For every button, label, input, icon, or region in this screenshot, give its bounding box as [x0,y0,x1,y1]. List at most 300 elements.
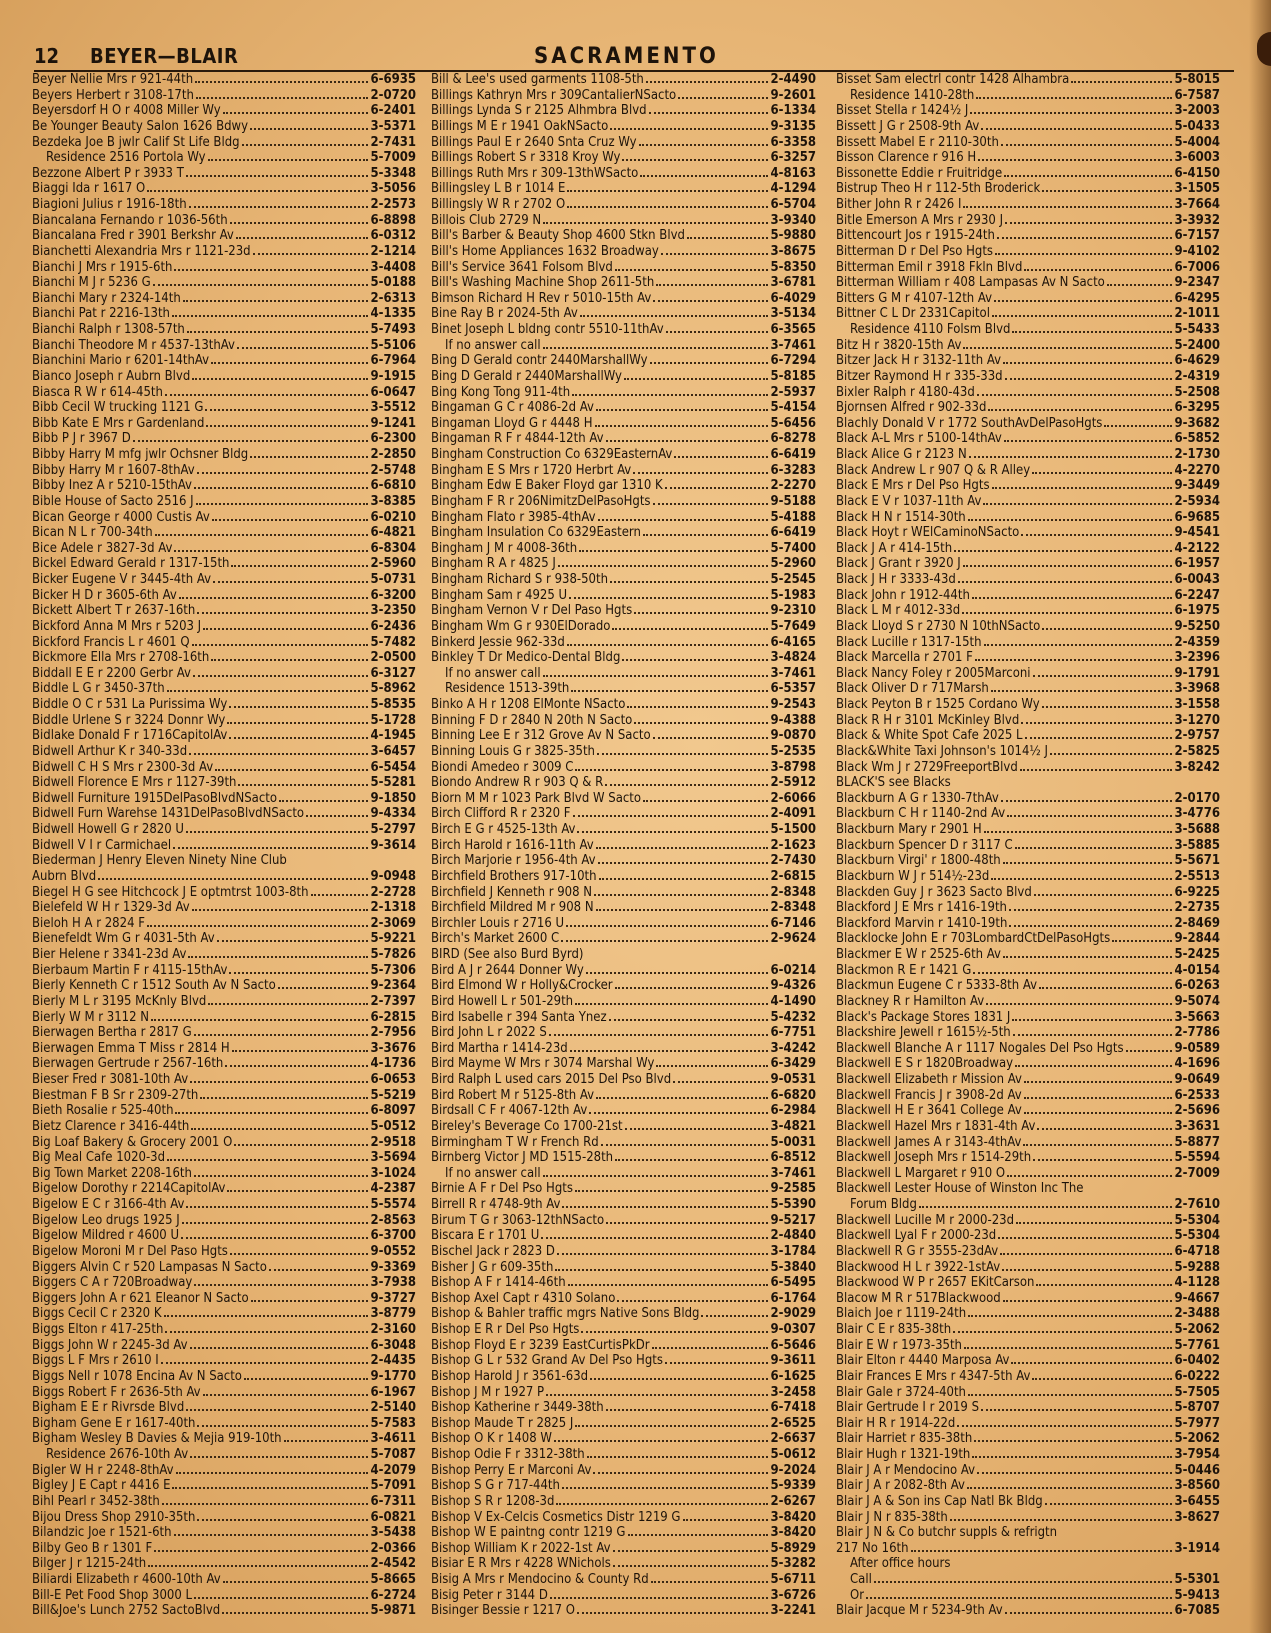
leader-dots [1005,221,1172,224]
listing-name: Bingham Construction Co 6329EasternAv [431,448,673,461]
leader-dots [1003,1299,1173,1302]
listing-entry [836,276,1220,289]
leader-dots [208,158,369,161]
leader-dots [593,1471,768,1474]
listing-entry [431,307,816,320]
leader-dots [1042,189,1172,192]
listing-name: Blackburn C H r 1140-2nd Av [836,807,1006,821]
listing-entry [431,620,816,633]
listing-entry [431,1573,816,1586]
leader-dots [162,1502,369,1505]
listing-entry [836,1557,1220,1570]
listing-name: Black Peyton B r 1525 Cordano Wy [836,698,1040,711]
leader-dots [1007,814,1172,817]
leader-dots [211,361,368,364]
phone-number: 5-9339 [770,1479,816,1493]
leader-dots [627,705,768,708]
leader-dots [230,221,369,224]
phone-number: 2-8348 [770,901,816,915]
listing-name: Bibb Kate E Mrs r Gardenland [32,416,205,430]
phone-number: 6-6419 [770,448,816,461]
listing-entry [431,792,816,805]
phone-number: 3-1024 [370,1166,416,1180]
phone-number: 3-8242 [1174,760,1220,774]
leader-dots [976,96,1172,99]
listing-name: Blackwell H E r 3641 College Av [836,1104,1022,1118]
listing-name: Big Meal Cafe 1020-3d [32,1151,166,1165]
leader-dots [197,611,368,614]
phone-number: 6-1764 [770,1291,816,1305]
listing-entry [431,323,816,336]
listing-name: Biestman F B Sr r 2309-27th [32,1088,199,1102]
listing-entry [836,854,1220,867]
listing-entry [836,432,1220,445]
listing-name: Blackwell James A r 3143-4thAv [836,1135,1022,1149]
phone-number: 5-5574 [370,1198,416,1211]
phone-number: 3-7461 [770,1166,816,1180]
listing-name: Biddle O C r 531 La Purissima Wy [32,698,228,711]
listing-name: Bingham Insulation Co 6329Eastern [431,526,641,540]
phone-number: 5-8877 [1174,1135,1220,1149]
phone-number: 6-1967 [370,1385,416,1399]
listing-name: Black's Package Stores 1831 J [836,1010,1011,1024]
listing-entry [32,198,416,211]
phone-number: 3-3932 [1174,213,1220,227]
phone-number: 2-4435 [370,1354,416,1368]
listing-entry [32,1339,416,1352]
leader-dots [1039,986,1172,989]
listing-name: Blair Gale r 3724-40th [836,1385,966,1399]
phone-number: 5-4232 [770,1010,816,1024]
listing-column-2 [431,73,816,1618]
leader-dots [988,408,1172,411]
leader-dots [968,1314,1172,1317]
phone-number: 4-2387 [370,1182,416,1196]
phone-number: 5-2062 [1174,1323,1220,1336]
phone-number: 9-0649 [1174,1073,1220,1086]
phone-number: 9-4388 [770,713,816,727]
leader-dots [612,627,768,630]
listing-name: Bianchini Mario r 6201-14thAv [32,354,210,368]
phone-number: 5-8185 [770,369,816,383]
leader-dots [633,471,768,474]
listing-name: Biaggi Ida r 1617 O [32,182,146,196]
phone-number: 9-2601 [770,88,816,102]
phone-number: 2-9518 [370,1135,416,1149]
phone-number: 2-3488 [1174,1307,1220,1321]
leader-dots [194,1283,368,1286]
leader-dots [223,1580,369,1583]
listing-entry [431,589,816,602]
phone-number: 6-3429 [770,1057,816,1071]
listing-name: Biancalana Fred r 3901 Berkshr Av [32,229,234,243]
city-title: SACRAMENTO [534,44,719,69]
leader-dots [673,1080,768,1083]
listing-name: Bisinger Bessie r 1217 O [431,1604,575,1618]
phone-number: 6-4165 [770,635,816,649]
leader-dots [567,643,769,646]
leader-dots [147,924,369,927]
phone-number: 5-2960 [770,557,816,571]
listing-entry [836,1604,1220,1617]
phone-number: 6-1975 [1174,604,1220,618]
phone-number: 9-4326 [770,979,816,993]
leader-dots [570,1049,769,1052]
listing-entry [431,198,816,211]
phone-number: 5-4188 [770,510,816,524]
leader-dots [223,111,369,114]
listing-name: Bitz H r 3820-15th Av [836,338,962,352]
phone-number: 3-7461 [770,338,816,352]
leader-dots [615,986,769,989]
leader-dots [577,1611,769,1614]
listing-name: Bishop Floyd E r 3239 EastCurtisPkDr [431,1338,650,1352]
phone-number: 2-2573 [370,198,416,211]
leader-dots [974,1439,1172,1442]
phone-number: 5-4154 [770,401,816,415]
listing-name: Bican George r 4000 Custis Av [32,510,210,524]
leader-dots [165,1330,368,1333]
listing-entry [431,417,816,430]
leader-dots [167,1158,368,1161]
listing-name: Black J H r 3333-43d [836,573,956,586]
listing-name: Biggs Elton r 417-25th [32,1323,164,1336]
leader-dots [197,1518,368,1521]
phone-number: 3-8627 [1174,1510,1220,1524]
listing-entry [836,495,1220,508]
leader-dots [653,502,769,505]
leader-dots [998,1236,1172,1239]
listing-name: Bidwell Furniture 1915DelPasoBlvdNSacto [32,791,278,805]
listing-entry [836,323,1220,336]
phone-number: 6-7311 [370,1494,416,1508]
listing-entry [32,354,416,367]
leader-dots [190,1080,368,1083]
phone-number: 2-1318 [370,901,416,915]
listing-entry [836,198,1220,211]
leader-dots [1045,1502,1173,1505]
leader-dots [628,1533,769,1536]
listing-name: Bigham E E r Rivrsde Blvd [32,1401,185,1415]
leader-dots [229,736,368,739]
listing-name: Birch Clifford R r 2320 F [431,807,571,821]
leader-dots [555,1268,768,1271]
leader-dots [549,1033,769,1036]
listing-entry [431,1464,816,1477]
phone-number: 5-7583 [370,1416,416,1430]
listing-name: Bidwell Furn Warehse 1431DelPasoBlvdNSacto [32,807,305,821]
listing-entry [836,354,1220,367]
phone-number: 2-7431 [370,135,416,149]
listing-entry [836,1073,1220,1086]
phone-number: 3-8560 [1174,1479,1220,1493]
phone-number: 9-4541 [1174,526,1220,540]
phone-number: 6-3127 [370,666,416,680]
listing-name: Bierly M L r 3195 McKnly Blvd [32,994,207,1008]
phone-number: 4-1736 [370,1057,416,1071]
listing-column-1 [32,73,416,1618]
phone-number: 2-4359 [1174,635,1220,649]
phone-number: 3-5134 [770,307,816,321]
listing-name: Bittencourt Jos r 1915-24th [836,229,995,243]
listing-entry [836,1167,1220,1180]
listing-name: Blachly Donald V r 1772 SouthAvDelPasoHgts [836,416,1103,430]
phone-number: 6-4821 [370,526,416,540]
leader-dots [561,939,768,942]
listing-entry [431,432,816,445]
listing-name: Blair J N r 835-38th [836,1510,948,1524]
listing-name: Binkerd Jessie 962-33d [431,635,565,649]
leader-dots [1015,1064,1172,1067]
phone-number: 3-7461 [770,666,816,680]
leader-dots [189,205,369,208]
listing-entry [431,948,816,961]
leader-dots [186,1408,368,1411]
listing-entry [836,1245,1220,1258]
listing-entry [431,214,816,227]
listing-entry [32,1073,416,1086]
listing-name: Blair Elton r 4440 Marposa Av [836,1354,1010,1368]
listing-entry [32,182,416,195]
listing-entry [431,1276,816,1289]
listing-name: Bimson Richard H Rev r 5010-15th Av [431,291,652,305]
listing-entry [32,995,416,1008]
phone-number: 5-7977 [1174,1416,1220,1430]
listing-name: Biscara E r 1701 U [431,1229,540,1243]
listing-entry [431,1354,816,1367]
leader-dots [543,1174,769,1177]
leader-dots [977,393,1173,396]
header-rule [34,70,1234,72]
listing-name: Birchfield J Kenneth r 908 N [431,885,593,899]
listing-name: Bezzone Albert P r 3933 T [32,166,184,180]
leader-dots [963,346,1172,349]
phone-number: 2-3069 [370,916,416,930]
phone-number: 2-3160 [370,1323,416,1336]
phone-number: 5-9413 [1174,1588,1220,1602]
phone-number: 3-3676 [370,1041,416,1055]
phone-number: 6-1957 [1174,557,1220,571]
listing-entry [32,136,416,149]
listing-entry [431,776,816,789]
leader-dots [232,1049,369,1052]
phone-number: 9-3449 [1174,479,1220,493]
listing-name: Blair Frances E Mrs r 4347-5th Av [836,1369,1031,1383]
listing-name: If no answer call [445,338,541,352]
listing-name: 217 No 16th [836,1541,909,1555]
listing-name: Bixler Ralph r 4180-43d [836,385,975,399]
phone-number: 6-8512 [770,1151,816,1165]
listing-entry [836,1339,1220,1352]
leader-dots [196,502,369,505]
listing-name: Bicker Eugene V r 3445-4th Av [32,573,211,586]
phone-number: 5-5281 [370,776,416,790]
phone-number: 3-6726 [770,1588,816,1602]
listing-name: Biliardi Elizabeth r 4600-10th Av [32,1573,221,1586]
leader-dots [1037,1127,1172,1130]
phone-number: 6-3200 [370,588,416,602]
leader-dots [991,877,1172,880]
listing-entry [431,292,816,305]
listing-entry [836,557,1220,570]
leader-dots [147,189,368,192]
leader-dots [189,752,368,755]
leader-dots [1024,1111,1173,1114]
listing-entry [32,1276,416,1289]
phone-number: 6-8898 [370,213,416,227]
leader-dots [181,1236,368,1239]
listing-entry [836,1323,1220,1336]
leader-dots [1050,752,1173,755]
leader-dots [1020,768,1173,771]
phone-number: 5-1728 [370,713,416,727]
leader-dots [211,658,368,661]
listing-name: Bidwell V I r Carmichael [32,838,172,852]
phone-number: 6-7085 [1174,1604,1220,1618]
listing-entry [431,1386,816,1399]
listing-name: Bieloh H A r 2824 F [32,916,145,930]
listing-entry [431,1479,816,1492]
listing-name: Bickmore Ella Mrs r 2708-16th [32,651,210,665]
leader-dots [192,377,368,380]
listing-entry [32,1526,416,1539]
phone-number: 2-5960 [370,557,416,571]
phone-number: 6-7294 [770,354,816,368]
leader-dots [186,174,369,177]
phone-number: 2-1730 [1174,448,1220,461]
listing-name: Birch Marjorie r 1956-4th Av [431,854,596,868]
leader-dots [969,455,1173,458]
phone-number: 6-0653 [370,1073,416,1086]
listing-entry [431,761,816,774]
phone-number: 2-2735 [1174,901,1220,915]
listing-entry [32,276,416,289]
listing-name: Bill's Home Appliances 1632 Broadway [431,244,659,258]
leader-dots [238,783,368,786]
phone-number: 6-7418 [770,1401,816,1415]
listing-name: Bianchi J Mrs r 1915-6th [32,260,173,274]
phone-number: 2-0720 [370,88,416,102]
listing-entry [32,979,416,992]
leader-dots [187,330,369,333]
leader-dots [175,1111,368,1114]
phone-number: 2-4091 [770,807,816,821]
leader-dots [665,486,769,489]
leader-dots [610,127,768,130]
leader-dots [242,143,369,146]
listing-entry [32,370,416,383]
leader-dots [983,502,1172,505]
leader-dots [950,1518,1173,1521]
phone-number: 2-1623 [770,838,816,852]
phone-number: 9-0589 [1174,1041,1220,1055]
listing-entry [32,901,416,914]
phone-number: 6-8097 [370,1104,416,1118]
listing-entry [431,932,816,945]
listing-name: Blackmun Eugene C r 5333-8th Av [836,979,1038,993]
listing-name: Bisig Peter r 3144 D [431,1588,548,1602]
listing-entry [32,167,416,180]
listing-entry [836,636,1220,649]
listing-name: Blackwell L Margaret r 910 O [836,1166,1006,1180]
phone-number: 2-6815 [770,869,816,883]
listing-name: Blair J A r Mendocino Av [836,1463,976,1477]
phone-number: 2-1011 [1174,307,1220,321]
listing-name: Binning Lee E r 312 Grove Av N Sacto [431,729,651,743]
listing-entry [32,323,416,336]
phone-number: 9-2364 [370,979,416,993]
listing-name: Blair J N & Co butchr suppls & refrigtn [836,1526,1058,1540]
listing-name: Billois Club 2729 N [431,213,542,227]
listing-name: Biasca R W r 614-45th [32,385,163,399]
leader-dots [615,268,769,271]
phone-number: 3-7954 [1174,1448,1220,1461]
phone-number: 5-5594 [1174,1151,1220,1165]
leader-dots [975,658,1173,661]
leader-dots [176,1471,369,1474]
phone-number: 5-6711 [770,1573,816,1586]
listing-name: Bistrup Theo H r 112-5th Broderick [836,182,1041,196]
phone-number: 6-3565 [770,323,816,336]
leader-dots [963,564,1173,567]
listing-entry [836,1026,1220,1039]
listing-name: Bieser Fred r 3081-10th Av [32,1073,189,1086]
listing-name: Bibby Harry M r 1607-8thAv [32,463,195,477]
listing-entry [32,495,416,508]
listing-entry [836,573,1220,586]
phone-number: 6-7146 [770,916,816,930]
listing-name: Bigelow Mildred r 4600 U [32,1229,180,1243]
listing-entry [32,1198,416,1211]
listing-name: Billingsley L B r 1014 E [431,182,566,196]
listing-entry [32,1432,416,1445]
listing-entry [32,714,416,727]
listing-name: Blair J A r 2082-8th Av [836,1479,965,1493]
listing-entry [32,589,416,602]
listing-entry [431,807,816,820]
listing-entry [32,1589,416,1602]
listing-name: Biddall E E r 2200 Gerbr Av [32,666,191,680]
leader-dots [554,1439,769,1442]
phone-number: 2-7786 [1174,1026,1220,1040]
listing-name: Blacklocke John E r 703LombardCtDelPasoHgts [836,932,1111,946]
phone-number: 3-3631 [1174,1119,1220,1133]
phone-number: 4-8163 [770,166,816,180]
phone-number: 3-7938 [370,1276,416,1290]
leader-dots [558,564,769,567]
leader-dots [580,314,769,317]
listing-entry [431,182,816,195]
listing-entry [431,854,816,867]
phone-number: 2-6066 [770,791,816,805]
leader-dots [174,1533,369,1536]
leader-dots [595,424,769,427]
listing-entry [32,339,416,352]
listing-name: Bienefeldt Wm G r 4031-5th Av [32,932,215,946]
listing-name: Black Andrew L r 907 Q & R Alley [836,463,1031,477]
listing-name: Birmingham T W r French Rd [431,1135,599,1149]
phone-number: 6-5646 [770,1338,816,1352]
listing-entry [431,1307,816,1320]
listing-entry [836,886,1220,899]
listing-name: Biddle L G r 3450-37th [32,682,165,696]
listing-entry [32,667,416,680]
listing-name: Residence 1410-28th [850,88,975,102]
listing-name: Bither John R r 2426 I [836,198,962,211]
phone-number: 2-2270 [770,479,816,493]
leader-dots [1005,377,1173,380]
listing-name: Bitterman D r Del Pso Hgts [836,244,993,258]
